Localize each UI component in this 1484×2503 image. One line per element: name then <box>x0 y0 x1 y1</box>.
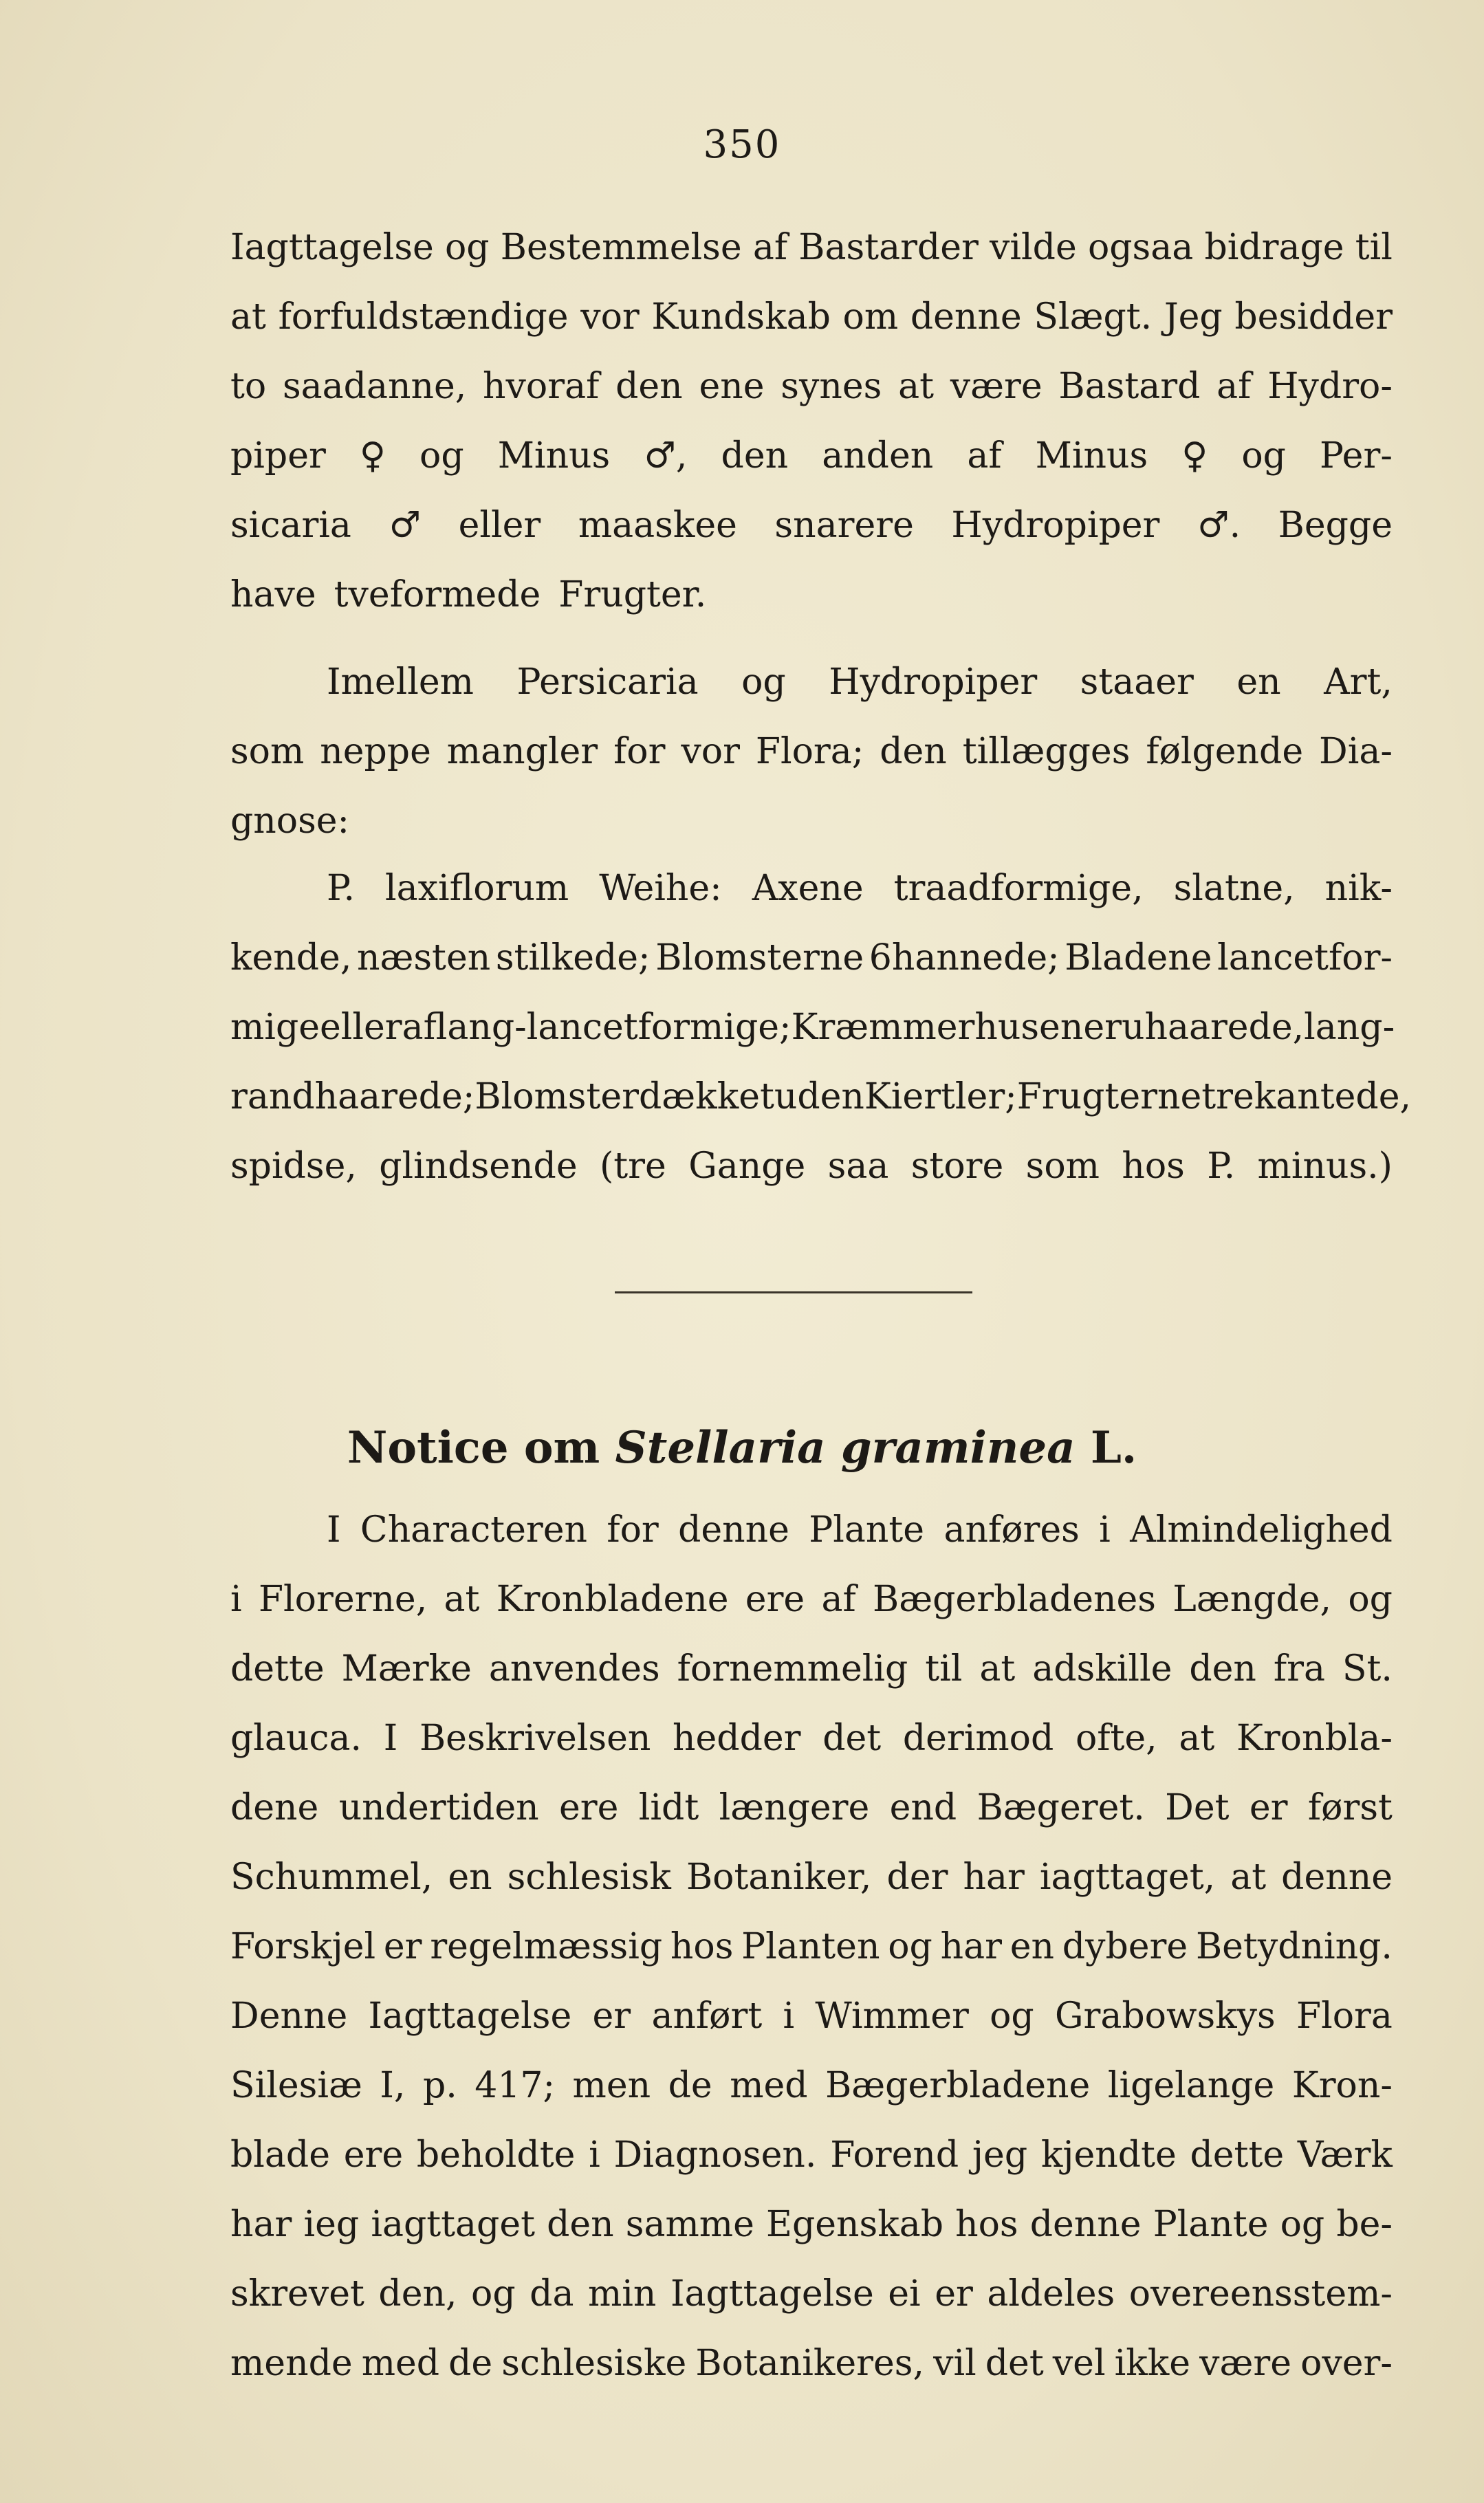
word: der <box>886 1857 948 1898</box>
word: næsten <box>357 937 491 979</box>
text-line <box>230 1718 1393 1787</box>
text-line <box>230 1926 1393 1996</box>
word: eller <box>458 505 541 546</box>
word: Minus <box>1035 435 1148 477</box>
word: i <box>783 1996 795 2037</box>
word: denne <box>910 296 1022 338</box>
word: Værk <box>1297 2134 1393 2176</box>
word: den <box>547 2204 614 2245</box>
word: Imellem <box>327 662 474 703</box>
word: St. <box>1342 1648 1393 1690</box>
word: Kron- <box>1291 2065 1393 2106</box>
word: ♀ <box>359 435 386 477</box>
word: er <box>592 1996 631 2037</box>
word: staaer <box>1080 662 1194 703</box>
word: Blomsterdækket <box>474 1076 774 1117</box>
word: Minus <box>497 435 611 477</box>
word: lancetfor- <box>1217 937 1393 979</box>
word: Botaniker, <box>686 1857 872 1898</box>
heading-prefix: Notice om <box>347 1422 600 1474</box>
word: ieg <box>303 2204 360 2245</box>
word: anføres <box>943 1509 1080 1551</box>
word: Egenskab <box>766 2204 943 2245</box>
word: randhaarede; <box>230 1076 475 1117</box>
word: ♂, <box>644 435 688 477</box>
word: traadformige, <box>893 868 1144 909</box>
word: er <box>935 2273 973 2315</box>
word: Frugterne <box>1016 1076 1202 1117</box>
word: ligelange <box>1107 2065 1275 2106</box>
text-line <box>230 296 1393 366</box>
word: (tre <box>599 1146 666 1187</box>
word: da <box>530 2273 574 2315</box>
word: piper <box>230 435 326 477</box>
word: de <box>668 2065 712 2106</box>
word: hos <box>670 1926 734 1967</box>
text-line <box>230 2065 1393 2134</box>
word: af <box>967 435 1002 477</box>
word: Kiertler; <box>864 1076 1017 1117</box>
word: be- <box>1336 2204 1393 2245</box>
word: Bestemmelse <box>500 227 742 268</box>
word: Silesiæ <box>230 2065 362 2106</box>
word: og <box>1280 2204 1325 2245</box>
word: vilde <box>990 227 1077 268</box>
text-line <box>230 1648 1393 1718</box>
word: hedder <box>673 1718 801 1759</box>
word: være <box>1199 2343 1292 2384</box>
word: p. <box>422 2065 457 2106</box>
word: en <box>1236 662 1281 703</box>
word: Dia- <box>1319 731 1393 772</box>
word: store <box>910 1146 1004 1187</box>
word: at <box>1230 1857 1267 1898</box>
word: Frugter. <box>558 574 707 615</box>
word: Beskrivelsen <box>419 1718 651 1759</box>
text-line <box>230 1146 1393 1215</box>
word: P. <box>327 868 355 909</box>
word: I <box>327 1509 341 1551</box>
word: ruhaarede, <box>1104 1007 1305 1048</box>
paragraph-intro-laxiflorum <box>230 662 1393 870</box>
word: adskille <box>1032 1648 1172 1690</box>
word: beholdte <box>416 2134 576 2176</box>
word: Plante <box>1153 2204 1269 2245</box>
word: over- <box>1300 2343 1393 2384</box>
word: glauca. <box>230 1718 362 1759</box>
word: og <box>888 1926 932 1967</box>
word: til <box>925 1648 963 1690</box>
word: I, <box>380 2065 406 2106</box>
word: Blomsterne <box>655 937 864 979</box>
word: 6hannede; <box>869 937 1060 979</box>
word: med <box>730 2065 808 2106</box>
word: dene <box>230 1787 319 1828</box>
word: spidse, <box>230 1146 357 1187</box>
word: og <box>990 1996 1034 2037</box>
word: ere <box>343 2134 404 2176</box>
text-line <box>230 435 1393 505</box>
word: Planten <box>741 1926 880 1967</box>
word: det <box>822 1718 882 1759</box>
word: to <box>230 366 267 407</box>
word: i <box>1099 1509 1111 1551</box>
section-divider <box>615 1291 972 1293</box>
word: derimod <box>902 1718 1054 1759</box>
word: jeg <box>972 2134 1028 2176</box>
word: Mærke <box>341 1648 472 1690</box>
word: minus.) <box>1257 1146 1393 1187</box>
word: synes <box>781 366 882 407</box>
word: neppe <box>320 731 431 772</box>
word: mangler <box>446 731 598 772</box>
word: har <box>940 1926 1002 1967</box>
word: af <box>1216 366 1252 407</box>
text-line <box>230 2204 1393 2273</box>
word: Characteren <box>360 1509 587 1551</box>
word: at <box>230 296 266 338</box>
word: forfuldstændige <box>278 296 569 338</box>
word: fra <box>1273 1648 1325 1690</box>
word: I <box>383 1718 398 1759</box>
text-line <box>230 1007 1393 1076</box>
word: lang- <box>1304 1007 1395 1048</box>
word: Gange <box>688 1146 806 1187</box>
word: gnose: <box>230 800 350 842</box>
word: vel <box>1052 2343 1106 2384</box>
text-line <box>230 1579 1393 1648</box>
word: den <box>615 366 683 407</box>
word: og <box>471 2273 516 2315</box>
word: mige <box>230 1007 320 1048</box>
text-line <box>230 366 1393 435</box>
text-line <box>230 1857 1393 1926</box>
paragraph-hybrids <box>230 227 1393 644</box>
word: samme <box>625 2204 754 2245</box>
paragraph-stellaria <box>230 1509 1393 2412</box>
word: følgende <box>1146 731 1304 772</box>
word: bidrage <box>1204 227 1344 268</box>
word: snarere <box>774 505 914 546</box>
word: at <box>898 366 934 407</box>
word: ofte, <box>1075 1718 1157 1759</box>
word: er <box>1249 1787 1288 1828</box>
word: den <box>880 731 947 772</box>
word: undertiden <box>338 1787 539 1828</box>
word: og <box>444 227 490 268</box>
word: Axene <box>752 868 864 909</box>
word: sicaria <box>230 505 351 546</box>
word: Iagttagelse <box>230 227 434 268</box>
text-line <box>230 868 1393 937</box>
word: til <box>1355 227 1393 268</box>
word: Bægeret. <box>976 1787 1145 1828</box>
word: aldeles <box>987 2273 1115 2315</box>
word: Bastard <box>1058 366 1201 407</box>
word: dette <box>230 1648 325 1690</box>
word: tveformede <box>334 574 541 615</box>
word: Kronbladene <box>496 1579 729 1620</box>
word: ♀ <box>1181 435 1208 477</box>
word: nik- <box>1324 868 1393 909</box>
word: Bladene <box>1065 937 1212 979</box>
word: stilkede; <box>495 937 651 979</box>
word: med <box>361 2343 440 2384</box>
word: aflang-lancetformige; <box>402 1007 792 1048</box>
text-line <box>230 505 1393 574</box>
word: den <box>1189 1648 1256 1690</box>
word: iagttaget, <box>1039 1857 1216 1898</box>
word: Florerne, <box>258 1579 428 1620</box>
word: skrevet <box>230 2273 364 2315</box>
word: Hydropiper <box>829 662 1038 703</box>
word: Art, <box>1324 662 1393 703</box>
word: anvendes <box>488 1648 660 1690</box>
word: saadanne, <box>282 366 467 407</box>
word: at <box>444 1579 480 1620</box>
text-line <box>230 1787 1393 1857</box>
word: 417; <box>474 2065 556 2106</box>
word: Længde, <box>1172 1579 1332 1620</box>
word: schlesisk <box>507 1857 671 1898</box>
word: en <box>1010 1926 1055 1967</box>
word: Forend <box>830 2134 959 2176</box>
word: om <box>842 296 899 338</box>
word: og <box>741 662 786 703</box>
word: og <box>419 435 464 477</box>
word: Wimmer <box>815 1996 969 2037</box>
word: mende <box>230 2343 353 2384</box>
word: P. <box>1207 1146 1236 1187</box>
word: har <box>230 2204 292 2245</box>
word: Weihe: <box>599 868 722 909</box>
word: Bægerbladene <box>825 2065 1091 2106</box>
word: denne <box>1281 1857 1393 1898</box>
word: ene <box>699 366 765 407</box>
word: først <box>1307 1787 1393 1828</box>
word: Hydropiper <box>951 505 1160 546</box>
word: tillægges <box>962 731 1131 772</box>
word: vil <box>933 2343 976 2384</box>
word: maaskee <box>578 505 737 546</box>
word: anden <box>822 435 934 477</box>
word: vor <box>580 296 640 338</box>
text-line <box>230 2273 1393 2343</box>
word: denne <box>678 1509 789 1551</box>
word: denne <box>1029 2204 1142 2245</box>
word: være <box>950 366 1043 407</box>
word: i <box>589 2134 600 2176</box>
word: iagttaget <box>371 2204 535 2245</box>
text-line <box>230 662 1393 731</box>
word: eller <box>320 1007 402 1048</box>
word: Botanikeres, <box>695 2343 924 2384</box>
word: hvoraf <box>483 366 600 407</box>
page-number: 350 <box>703 122 781 167</box>
word: Bastarder <box>798 227 979 268</box>
word: Iagttagelse <box>368 1996 572 2037</box>
word: Grabowskys <box>1054 1996 1276 2037</box>
word: for <box>613 731 666 772</box>
word: besidder <box>1234 296 1393 338</box>
text-line <box>230 574 1393 644</box>
word: Flora; <box>755 731 864 772</box>
word: at <box>979 1648 1016 1690</box>
word: ei <box>888 2273 921 2315</box>
word: Det <box>1165 1787 1230 1828</box>
word: anført <box>651 1996 763 2037</box>
word: men <box>572 2065 651 2106</box>
word: den <box>721 435 789 477</box>
word: Kræmmerhusene <box>791 1007 1105 1048</box>
word: Flora <box>1296 1996 1393 2037</box>
word: Forskjel <box>230 1926 376 1967</box>
heading-species: Stellaria graminea <box>615 1422 1076 1474</box>
text-line <box>230 1076 1412 1146</box>
word: Betydning. <box>1195 1926 1393 1967</box>
text-line <box>230 227 1393 296</box>
word: Persicaria <box>516 662 699 703</box>
word: Denne <box>230 1996 348 2037</box>
word: slatne, <box>1173 868 1295 909</box>
word: kjendte <box>1040 2134 1177 2176</box>
word: dybere <box>1062 1926 1188 1967</box>
word: ere <box>745 1579 805 1620</box>
word: i <box>230 1579 242 1620</box>
word: er <box>383 1926 422 1967</box>
word: trekantede, <box>1201 1076 1412 1117</box>
word: Per- <box>1320 435 1393 477</box>
text-line <box>230 1996 1393 2065</box>
text-line <box>230 800 1393 870</box>
word: ♂. <box>1197 505 1241 546</box>
word: som <box>230 731 305 772</box>
word: og <box>1241 435 1286 477</box>
word: vor <box>681 731 740 772</box>
paragraph-diagnosis-laxiflorum <box>230 868 1412 1215</box>
word: end <box>889 1787 957 1828</box>
word: Almindelighed <box>1130 1509 1393 1551</box>
word: Diagnosen. <box>613 2134 817 2176</box>
word: ♂ <box>389 505 422 546</box>
word: af <box>821 1579 856 1620</box>
word: Slægt. <box>1034 296 1153 338</box>
text-line <box>230 731 1393 800</box>
word: har <box>963 1857 1025 1898</box>
word: Plante <box>809 1509 925 1551</box>
word: fornemmelig <box>677 1648 908 1690</box>
word: dette <box>1190 2134 1285 2176</box>
text-line <box>230 1509 1393 1579</box>
word: Jeg <box>1164 296 1223 338</box>
word: ogsaa <box>1087 227 1194 268</box>
word: ere <box>559 1787 619 1828</box>
word: Schummel, <box>230 1857 433 1898</box>
word: det <box>985 2343 1044 2384</box>
word: hos <box>1122 1146 1185 1187</box>
text-line <box>230 2134 1393 2204</box>
word: lidt <box>638 1787 699 1828</box>
word: de <box>448 2343 493 2384</box>
word: min <box>587 2273 657 2315</box>
word: Begge <box>1278 505 1393 546</box>
word: overeensstem- <box>1128 2273 1393 2315</box>
word: Kronbla- <box>1236 1718 1393 1759</box>
word: regelmæssig <box>430 1926 663 1967</box>
word: laxiflorum <box>385 868 569 909</box>
word: en <box>448 1857 492 1898</box>
word: schlesiske <box>501 2343 687 2384</box>
word: blade <box>230 2134 330 2176</box>
word: Kundskab <box>651 296 831 338</box>
word: hos <box>955 2204 1018 2245</box>
word: Bægerbladenes <box>873 1579 1156 1620</box>
word: den, <box>378 2273 457 2315</box>
word: for <box>607 1509 659 1551</box>
word: saa <box>827 1146 889 1187</box>
word: uden <box>774 1076 864 1117</box>
word: kende, <box>230 937 352 979</box>
word: glindsende <box>379 1146 578 1187</box>
word: længere <box>719 1787 870 1828</box>
word: som <box>1025 1146 1100 1187</box>
text-line <box>230 937 1393 1007</box>
word: Hydro- <box>1267 366 1393 407</box>
section-heading <box>0 1422 1484 1474</box>
word: og <box>1348 1579 1393 1620</box>
word: at <box>1179 1718 1215 1759</box>
word: Iagttagelse <box>670 2273 874 2315</box>
heading-suffix: L. <box>1090 1422 1137 1474</box>
word: ikke <box>1114 2343 1191 2384</box>
word: have <box>230 574 316 615</box>
text-line <box>230 2343 1393 2412</box>
word: af <box>752 227 788 268</box>
